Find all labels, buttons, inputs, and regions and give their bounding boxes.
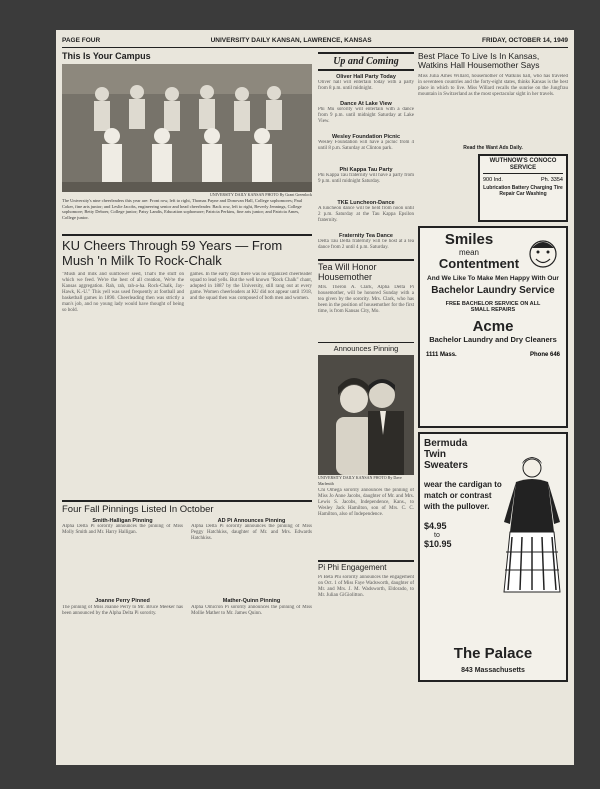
wuthnow-services: Lubrication Battery Charging Tire Repair Car Washing [483,185,563,197]
cheerleaders-photo [62,64,312,192]
upcoming-title: Phi Kappa Tau Party [339,167,393,174]
pi-phi-text: Pi Beta Phi sorority announces the engagement on Oct. 1 of Miss Faye Wadsworth, daughter of Mr. and Mrs. J. M. Wadsworth, Eldorado, to Mr. Julian GiGiolitton. [318,575,414,599]
pinning-item [62,518,183,594]
announces-pinning-title: Announces Pinning [318,342,414,353]
newspaper-page [56,30,574,765]
pinning-title: Smith-Halligan Pinning [92,518,153,525]
middle-column [318,52,414,759]
pinning-text: Alpha Omicron Pi sorority announces the pinning of Miss Mollie Mather to Mr. James Quinn. [191,604,312,616]
tea-headline: Tea Will Honor Housemother [318,262,377,283]
divider [62,234,312,236]
palace-address: 843 Massachusetts [461,666,525,674]
ad-men-happy: And We Like To Make Men Happy With Our [427,274,559,282]
ad-cardigan: wear the cardigan to match or contrast with the pullover. [424,480,502,512]
couple-photo [318,355,414,475]
ku-cheers-body [62,272,312,498]
pinning-text: The pinning of Miss Joanne Perry to Mr. Bruce Meeker has been announced by the Alpha Delta Pi sorority. [62,604,183,616]
upcoming-title: Fraternity Tea Dance [338,233,393,240]
acme-phone: Phone 646 [529,351,560,358]
upcoming-text: Oliver hall will entertain today with a party from 8 p.m. until midnight. [318,80,414,92]
up-and-coming-title: Up and Coming [318,52,414,71]
issue-date: FRIDAY, OCTOBER 14, 1949 [482,37,568,44]
ad-acme-sub: Bachelor Laundry and Dry Cleaners [429,334,557,344]
divider [62,500,312,502]
wuthnow-phone: Ph. 3354 [540,177,563,184]
divider [318,259,414,261]
upcoming-text: Phi Kappa Tau fraternity will have a party from 9 p.m. until midnight Saturday. [318,173,414,185]
upcoming-text: Phi Mu sorority will entertain with a dance from 9 p.m. until midnight Saturday at Lake View. [318,107,414,125]
page-number: PAGE FOUR [62,37,101,44]
cheerleaders-illustration [62,64,312,192]
ku-cheers-col2-wrap [190,272,312,498]
best-place-headline: Best Place To Live Is In Kansas, Watkins Hall Housemother Says [418,51,540,71]
ad-bermuda: Bermuda [424,438,468,450]
ad-free-service: FREE BACHELOR SERVICE ON ALL SMALL REPAIRS [445,300,541,313]
upcoming-text: Delta Tau Delta fraternity will be host at a tea dance from 2 until 4 p.m. Saturday. [318,239,414,251]
pi-phi-headline: Pi Phi Engagement [318,563,387,573]
tea-text: Mrs. Theron A. Clark, Alpha Delta Pi housemother, will be honored Sunday with a tea given by the sorority. Mrs. Clark, who has been in the position of housemother for the first time, is from Kansas City, Mo. [318,285,414,315]
upcoming-item [318,167,414,197]
ad-twin: Twin [424,449,447,461]
upcoming-text: A luncheon dance will be held from noon until 2 p.m. Saturday at the Tau Kappa Epsilon fraternity. [318,206,414,224]
pinning-title: Joanne Perry Pinned [95,598,150,605]
acme-address: 1111 Mass. [426,351,457,358]
smiling-man-icon [526,234,560,274]
pinning-item [62,598,183,674]
acme-contact [424,352,562,358]
ad-contentment: Contentment [438,256,520,272]
pinning-item [191,598,312,674]
ad-mean: mean [458,247,479,257]
pinning-title: AD Pi Announces Pinning [217,518,286,525]
upcoming-title: TKE Luncheon-Dance [337,200,395,207]
upcoming-item [318,233,414,257]
left-column [62,52,312,759]
upcoming-title: Oliver Hall Party Today [336,74,396,80]
upcoming-item [318,101,414,131]
pinnings-headline: Four Fall Pinnings Listed In October [62,503,214,515]
upcoming-text: Wesley Foundation will have a picnic from 4 until 8 p.m. Saturday at Clinton park. [318,140,414,152]
right-column [418,52,568,759]
upcoming-list [318,74,414,257]
pinning-text: Alpha Delta Pi sorority announces the pinning of Miss Peggy Hatchkiss, daughter of Mr. and Mrs. Edwards Hatchkiss. [191,524,312,542]
paper-name: UNIVERSITY DAILY KANSAN, LAWRENCE, KANSAS [210,37,372,44]
campus-caption: The University's nine cheerleaders this year are: Front row, left to right, Thomas Payne and Donovan Hall, College sophomores; Paul Coker, fine arts junior; and Leslie Jacobs, engineering senior and head cheerleader. Back row, left to right, Beverly Jennings, College sophomore; Betty Deboer, College junior; Patsy Landis, Education sophomore; Patricia Perkins, fine arts junior; and Patricia Ames, College junior. [62,198,303,220]
page-header [62,34,568,48]
divider [318,560,414,562]
wuthnow-address: 900 Ind. [483,177,503,184]
upcoming-item [318,74,414,98]
ad-sweaters: Sweaters [424,460,468,472]
ad-price-high: $10.95 [424,538,452,549]
pinning-text: Alpha Delta Pi sorority announces the pinning of Miss Molly Smith and Mr. Harry Halligan. [62,524,183,536]
bachelor-laundry-ad [418,226,568,428]
wuthnow-name: WUTHNOW'S CONOCO SERVICE [483,158,563,174]
pinning-photo-text: Chi Omega sorority announces the pinning of Miss Jo Anne Jacobs, daughter of Mr. and Mrs. Lewis S. Jacobs, Independence, Kans., to Wesley Jack Hamilton, son of Mrs. C. C. Hamilton, also of Independence. [318,488,414,518]
upcoming-item [318,200,414,230]
palace-ad-text [424,438,504,549]
pinning-title: Mather-Quinn Pinning [222,598,281,605]
ku-cheers-headline: KU Cheers Through 59 Years — From Mush 'n Milk To Rock-Chalk [62,238,283,268]
ad-bachelor-service: Bachelor Laundry Service [431,284,555,296]
couple-illustration [318,355,414,475]
campus-title: This Is Your Campus [62,51,151,61]
palace-ad [418,432,568,682]
best-place-text: Miss Julia Ames Willard, housemother of Watkins hall, who has traveled in seventeen countries and the forty-eight states, thinks Kansas is the best place in which to live. Miss Willard recalls the sunrise on the Jungfrau mountain in Switzerland as the most spectacular sight in her travels. [418,73,568,97]
pinnings-grid [62,518,312,674]
woman-sweater-illustration [500,452,562,602]
ad-acme: Acme [472,318,514,336]
ad-price-to: to [434,532,440,540]
upcoming-item [318,134,414,164]
upcoming-title: Wesley Foundation Picnic [331,134,401,141]
ad-smiles: Smiles [444,231,494,249]
pinning-photo-credit: UNIVERSITY DAILY KANSAN PHOTO By Dave Marlenith [318,475,402,486]
wuthnow-ad [478,154,568,222]
want-ads-note: Read the Want Ads Daily. [463,144,523,151]
ad-price-low: $4.95 [424,521,447,532]
palace-name: The Palace [453,644,533,662]
campus-photo-credit: UNIVERSITY DAILY KANSAN PHOTO By Grant Greenlock [209,191,312,197]
upcoming-title: Dance At Lake View [340,101,392,108]
ku-cheers-col2: games. In the early days there was no organized cheerleader squad to lead yells. But the well known "Rock Chalk" chant, adopted in 1887 by the University, still rang out at every game. Women cheerleaders at KU did not appear until 1918, and the squad then was composed of both men and women. [190,271,312,301]
pinning-item [191,518,312,594]
wuthnow-contact [483,177,563,183]
ku-cheers-col1: "Mush and milk and sunflower seed, That's the stuff on which we feed. We're the best of all creation, We're the Kansas aggregation. Rah, rah, rah-a-ha. Rock-Chalk, Jay-Hawk, K.-U." This yell was used frequently at football and basketball games in 1890. Cheerleading then was strictly a man's job, and no young lady would have thought of being so bold. [62,271,184,313]
